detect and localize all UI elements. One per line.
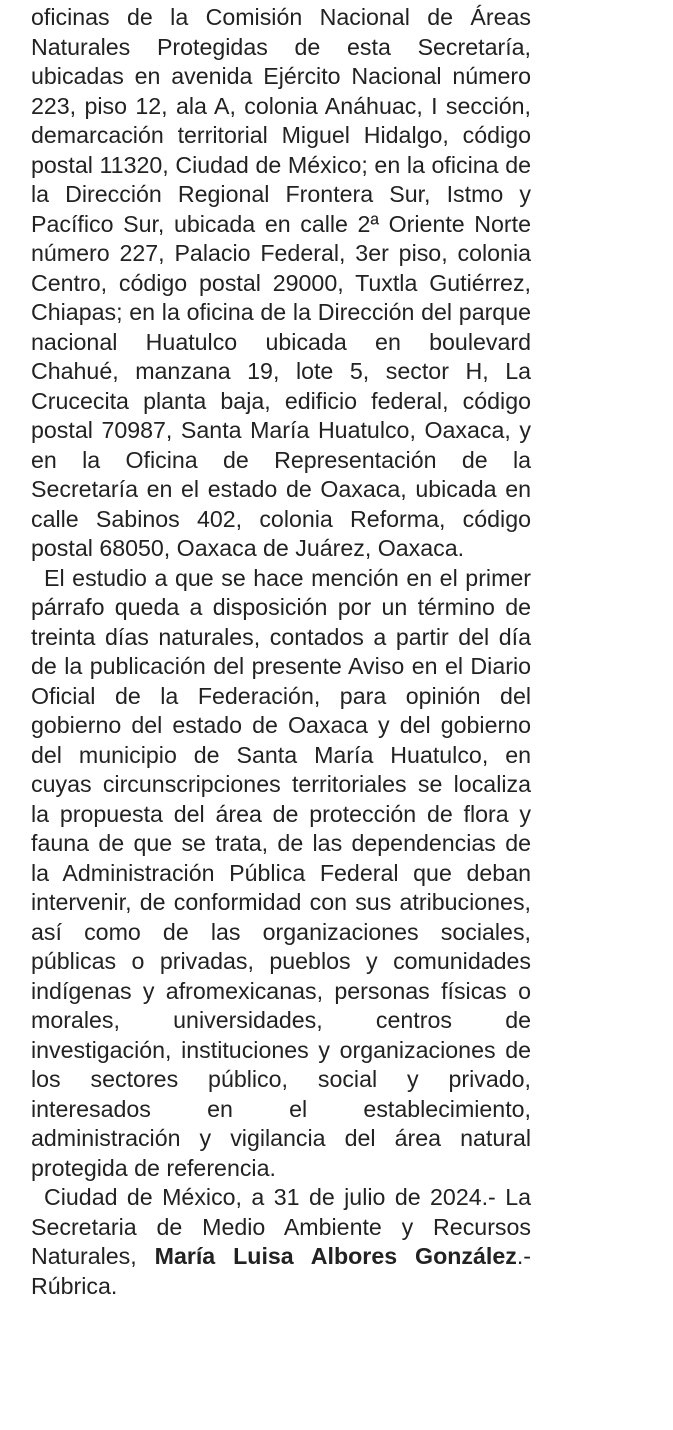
closing-text: Ciudad de México, a 31 de julio de 2024.- La Secretaria de Medio Ambiente y Recursos Naturales, <box>31 1184 531 1269</box>
address-paragraph: oficinas de la Comisión Nacional de Áreas Naturales Protegidas de esta Secretaría, ubicadas en avenida Ejército Nacional número 223, piso 12, ala A, colonia Anáhuac, I sección, demarcación territorial Miguel Hidalgo, código postal 11320, Ciudad de México; en la oficina de la Dirección Regional Frontera Sur, Istmo y Pacífico Sur, ubicada en calle 2ª Oriente Norte número 227, Palacio Federal, 3er piso, colonia Centro, código postal 29000, Tuxtla Gutiérrez, Chiapas; en la oficina de la Dirección del parque nacional Huatulco ubicada en boulevard Chahué, manzana 19, lote 5, sector H, La Crucecita planta baja, edificio federal, código postal 70987, Santa María Huatulco, Oaxaca, y en la Oficina de Representación de la Secretaría en el estado de Oaxaca, ubicada en calle Sabinos 402, colonia Reforma, código postal 68050, Oaxaca de Juárez, Oaxaca. <box>31 4 531 561</box>
closing-signature-paragraph <box>31 1183 531 1301</box>
closing-rubrica: .- Rúbrica. <box>31 1243 532 1299</box>
signatory-name: María Luisa Albores González <box>154 1243 517 1269</box>
document-page <box>31 0 531 1301</box>
study-availability-paragraph: El estudio a que se hace mención en el primer párrafo queda a disposición por un término de treinta días naturales, contados a partir del día de la publicación del presente Aviso en el Diario Oficial de la Federación, para opinión del gobierno del estado de Oaxaca y del gobierno del municipio de Santa María Huatulco, en cuyas circunscripciones territoriales se localiza la propuesta del área de protección de flora y fauna de que se trata, de las dependencias de la Administración Pública Federal que deban intervenir, de conformidad con sus atribuciones, así como de las organizaciones sociales, públicas o privadas, pueblos y comunidades indígenas y afromexicanas, personas físicas o morales, universidades, centros de investigación, instituciones y organizaciones de los sectores público, social y privado, interesados en el establecimiento, administración y vigilancia del área natural protegida de referencia. <box>31 564 531 1181</box>
